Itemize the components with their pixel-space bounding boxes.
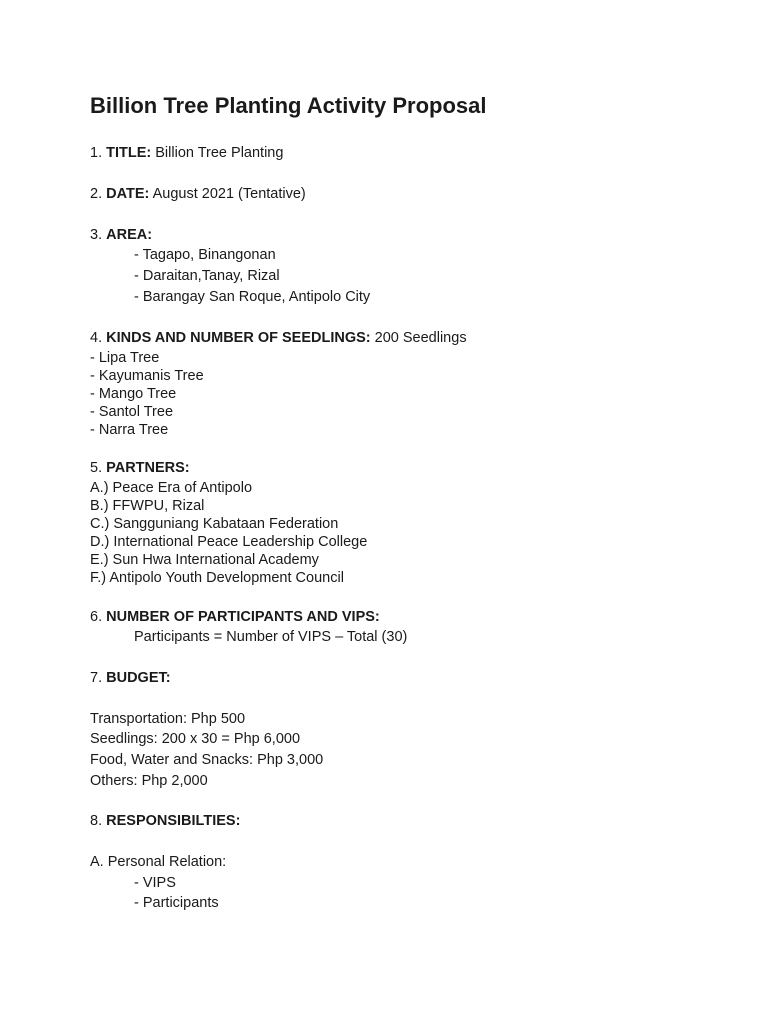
- document-title: Billion Tree Planting Activity Proposal: [90, 93, 487, 118]
- section-label: TITLE:: [106, 145, 152, 161]
- budget-item: Food, Water and Snacks: Php 3,000: [90, 752, 324, 768]
- budget-item: Seedlings: 200 x 30 = Php 6,000: [90, 731, 301, 747]
- seedling-item: - Lipa Tree: [90, 350, 160, 366]
- partner-item: A.) Peace Era of Antipolo: [90, 480, 253, 496]
- section-value: 200 Seedlings: [374, 330, 467, 346]
- partner-item: E.) Sun Hwa International Academy: [90, 552, 319, 568]
- seedling-item: - Mango Tree: [90, 386, 177, 402]
- partner-item: B.) FFWPU, Rizal: [90, 498, 205, 514]
- section-number: 7.: [90, 670, 103, 686]
- seedling-item: - Kayumanis Tree: [90, 368, 204, 384]
- section-label: DATE:: [106, 186, 150, 202]
- section-label: KINDS AND NUMBER OF SEEDLINGS:: [106, 330, 371, 346]
- section-value: August 2021 (Tentative): [152, 186, 306, 202]
- seedling-item: - Narra Tree: [90, 422, 169, 438]
- section-participants: [90, 608, 380, 626]
- section-label: NUMBER OF PARTICIPANTS AND VIPS:: [106, 609, 380, 625]
- area-item: - Daraitan,Tanay, Rizal: [134, 268, 280, 284]
- participants-detail: Participants = Number of VIPS – Total (30): [134, 629, 408, 645]
- section-label: PARTNERS:: [106, 460, 190, 476]
- section-number: 3.: [90, 227, 103, 243]
- section-label: AREA:: [106, 227, 153, 243]
- section-number: 8.: [90, 813, 103, 829]
- partner-item: D.) International Peace Leadership College: [90, 534, 368, 550]
- seedling-item: - Santol Tree: [90, 404, 174, 420]
- section-responsibilities: [90, 812, 240, 830]
- responsibility-subheading: A. Personal Relation:: [90, 854, 227, 870]
- area-item: - Barangay San Roque, Antipolo City: [134, 289, 371, 305]
- section-number: 2.: [90, 186, 103, 202]
- responsibility-item: - Participants: [134, 895, 219, 911]
- section-date: [90, 185, 306, 203]
- area-item: - Tagapo, Binangonan: [134, 247, 276, 263]
- budget-item: Others: Php 2,000: [90, 773, 208, 789]
- section-seedlings: [90, 329, 467, 347]
- section-number: 4.: [90, 330, 103, 346]
- section-label: BUDGET:: [106, 670, 171, 686]
- section-label: RESPONSIBILTIES:: [106, 813, 241, 829]
- budget-item: Transportation: Php 500: [90, 711, 246, 727]
- section-area: [90, 226, 152, 244]
- responsibility-item: - VIPS: [134, 875, 176, 891]
- section-title: [90, 144, 283, 162]
- section-budget: [90, 669, 171, 687]
- section-number: 1.: [90, 145, 103, 161]
- section-partners: [90, 459, 190, 477]
- partner-item: C.) Sangguniang Kabataan Federation: [90, 516, 339, 532]
- section-value: Billion Tree Planting: [155, 145, 284, 161]
- section-number: 5.: [90, 460, 103, 476]
- section-number: 6.: [90, 609, 103, 625]
- partner-item: F.) Antipolo Youth Development Council: [90, 570, 344, 586]
